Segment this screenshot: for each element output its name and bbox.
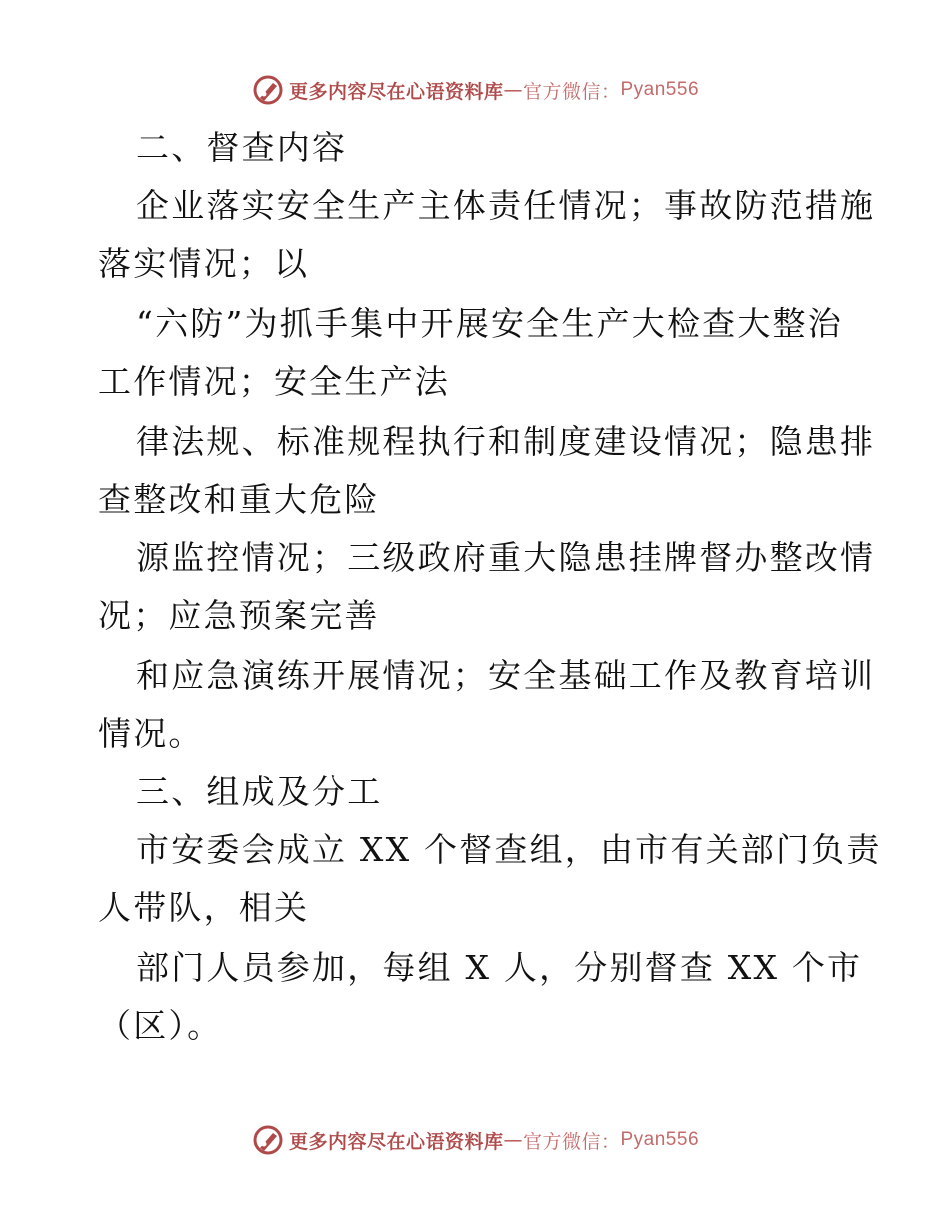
paragraph-line: 企业落实安全生产主体责任情况；事故防范措施	[136, 186, 876, 225]
paragraph-line: 源监控情况；三级政府重大隐患挂牌督办整改情	[136, 538, 876, 577]
paragraph-line: （区）。	[98, 1006, 223, 1045]
paragraph-line: 和应急演练开展情况；安全基础工作及教育培训	[136, 656, 876, 695]
paragraph-line: 律法规、标准规程执行和制度建设情况；隐患排	[136, 422, 876, 461]
section-heading: 三、组成及分工	[136, 772, 383, 811]
watermark-dash: —	[503, 1129, 523, 1151]
watermark-label: 官方微信：	[522, 1130, 621, 1153]
watermark-title: 更多内容尽在心语资料库	[288, 80, 504, 103]
watermark-dash: —	[503, 79, 523, 101]
paragraph-line: 查整改和重大危险	[98, 480, 380, 519]
watermark-id: Pyan556	[620, 1129, 700, 1150]
watermark-footer	[0, 1120, 950, 1160]
paragraph-line: 工作情况；安全生产法	[98, 362, 450, 401]
watermark-id: Pyan556	[620, 79, 700, 100]
paragraph-line: 市安委会成立 XX 个督查组，由市有关部门负责	[136, 830, 882, 869]
paragraph-line: 人带队，相关	[98, 888, 310, 927]
pen-logo-icon	[251, 73, 285, 107]
paragraph-line: 落实情况；以	[98, 244, 310, 283]
watermark-header	[0, 70, 950, 110]
watermark-title: 更多内容尽在心语资料库	[288, 1130, 504, 1153]
pen-logo-icon	[251, 1123, 285, 1157]
paragraph-line: “六防”为抓手集中开展安全生产大检查大整治	[136, 304, 843, 343]
paragraph-line: 况；应急预案完善	[98, 596, 380, 635]
paragraph-line: 部门人员参加，每组 X 人，分别督查 XX 个市	[136, 948, 863, 987]
section-heading: 二、督查内容	[136, 128, 348, 167]
paragraph-line: 情况。	[98, 714, 204, 753]
watermark-label: 官方微信：	[522, 80, 621, 103]
